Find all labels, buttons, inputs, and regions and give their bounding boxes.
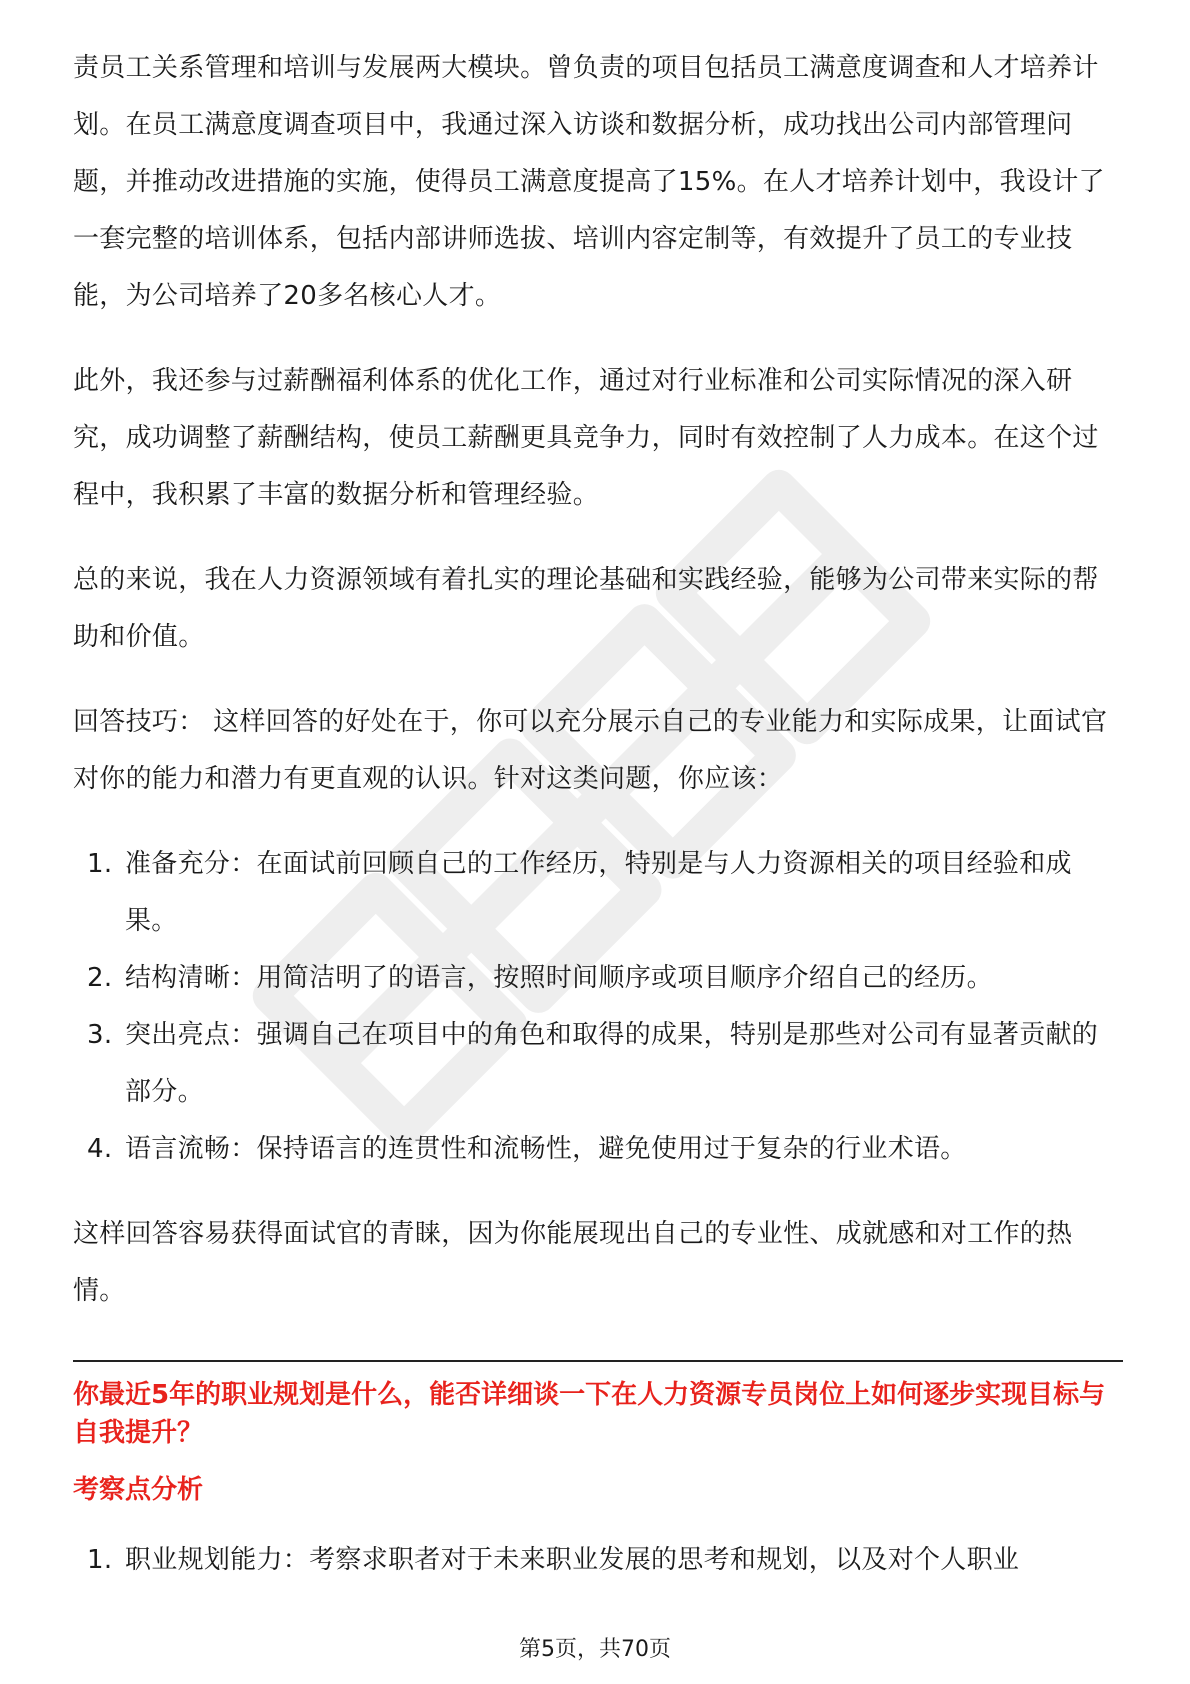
- analysis-list: [73, 1532, 1123, 1589]
- document-body: [73, 40, 1123, 1617]
- tips-list: [73, 836, 1123, 1178]
- list-number: 1.: [87, 849, 113, 879]
- list-number: 3.: [87, 1020, 113, 1050]
- answer-paragraph-3: 总的来说，我在人力资源领域有着扎实的理论基础和实践经验，能够为公司带来实际的帮助和价值。: [73, 565, 1099, 652]
- list-item: [73, 1532, 1123, 1589]
- analysis-heading: 考察点分析: [73, 1475, 204, 1505]
- list-item-text: 语言流畅：保持语言的连贯性和流畅性，避免使用过于复杂的行业术语。: [125, 1134, 967, 1164]
- answer-paragraph-1: 责员工关系管理和培训与发展两大模块。曾负责的项目包括员工满意度调查和人才培养计划。在员工满意度调查项目中，我通过深入访谈和数据分析，成功找出公司内部管理问题，并推动改进措施的实施，使得员工满意度提高了15%。在人才培养计划中，我设计了一套完整的培训体系，包括内部讲师选拔、培训内容定制等，有效提升了员工的专业技能，为公司培养了20多名核心人才。: [73, 53, 1105, 311]
- list-number: 2.: [87, 963, 113, 993]
- list-item: [73, 1121, 1123, 1178]
- list-item-text: 职业规划能力：考察求职者对于未来职业发展的思考和规划，以及对个人职业: [125, 1545, 1020, 1575]
- list-item-text: 结构清晰：用简洁明了的语言，按照时间顺序或项目顺序介绍自己的经历。: [125, 963, 993, 993]
- closing-paragraph: 这样回答容易获得面试官的青睐，因为你能展现出自己的专业性、成就感和对工作的热情。: [73, 1219, 1073, 1306]
- list-number: 1.: [87, 1545, 113, 1575]
- answer-paragraph-2: 此外，我还参与过薪酬福利体系的优化工作，通过对行业标准和公司实际情况的深入研究，成功调整了薪酬结构，使员工薪酬更具竞争力，同时有效控制了人力成本。在这个过程中，我积累了丰富的数据分析和管理经验。: [73, 366, 1099, 510]
- list-item: [73, 1007, 1123, 1121]
- section-divider: [73, 1360, 1123, 1362]
- list-item-text: 突出亮点：强调自己在项目中的角色和取得的成果，特别是那些对公司有显著贡献的部分。: [125, 1020, 1099, 1107]
- interview-question: 你最近5年的职业规划是什么，能否详细谈一下在人力资源专员岗位上如何逐步实现目标与自我提升？: [73, 1380, 1106, 1448]
- list-item: [73, 950, 1123, 1007]
- list-number: 4.: [87, 1134, 113, 1164]
- list-item-text: 准备充分：在面试前回顾自己的工作经历，特别是与人力资源相关的项目经验和成果。: [125, 849, 1072, 936]
- list-item: [73, 836, 1123, 950]
- page-footer: 第5页，共70页: [519, 1637, 671, 1662]
- tips-intro: 回答技巧： 这样回答的好处在于，你可以充分展示自己的专业能力和实际成果，让面试官对你的能力和潜力有更直观的认识。针对这类问题，你应该：: [73, 707, 1108, 794]
